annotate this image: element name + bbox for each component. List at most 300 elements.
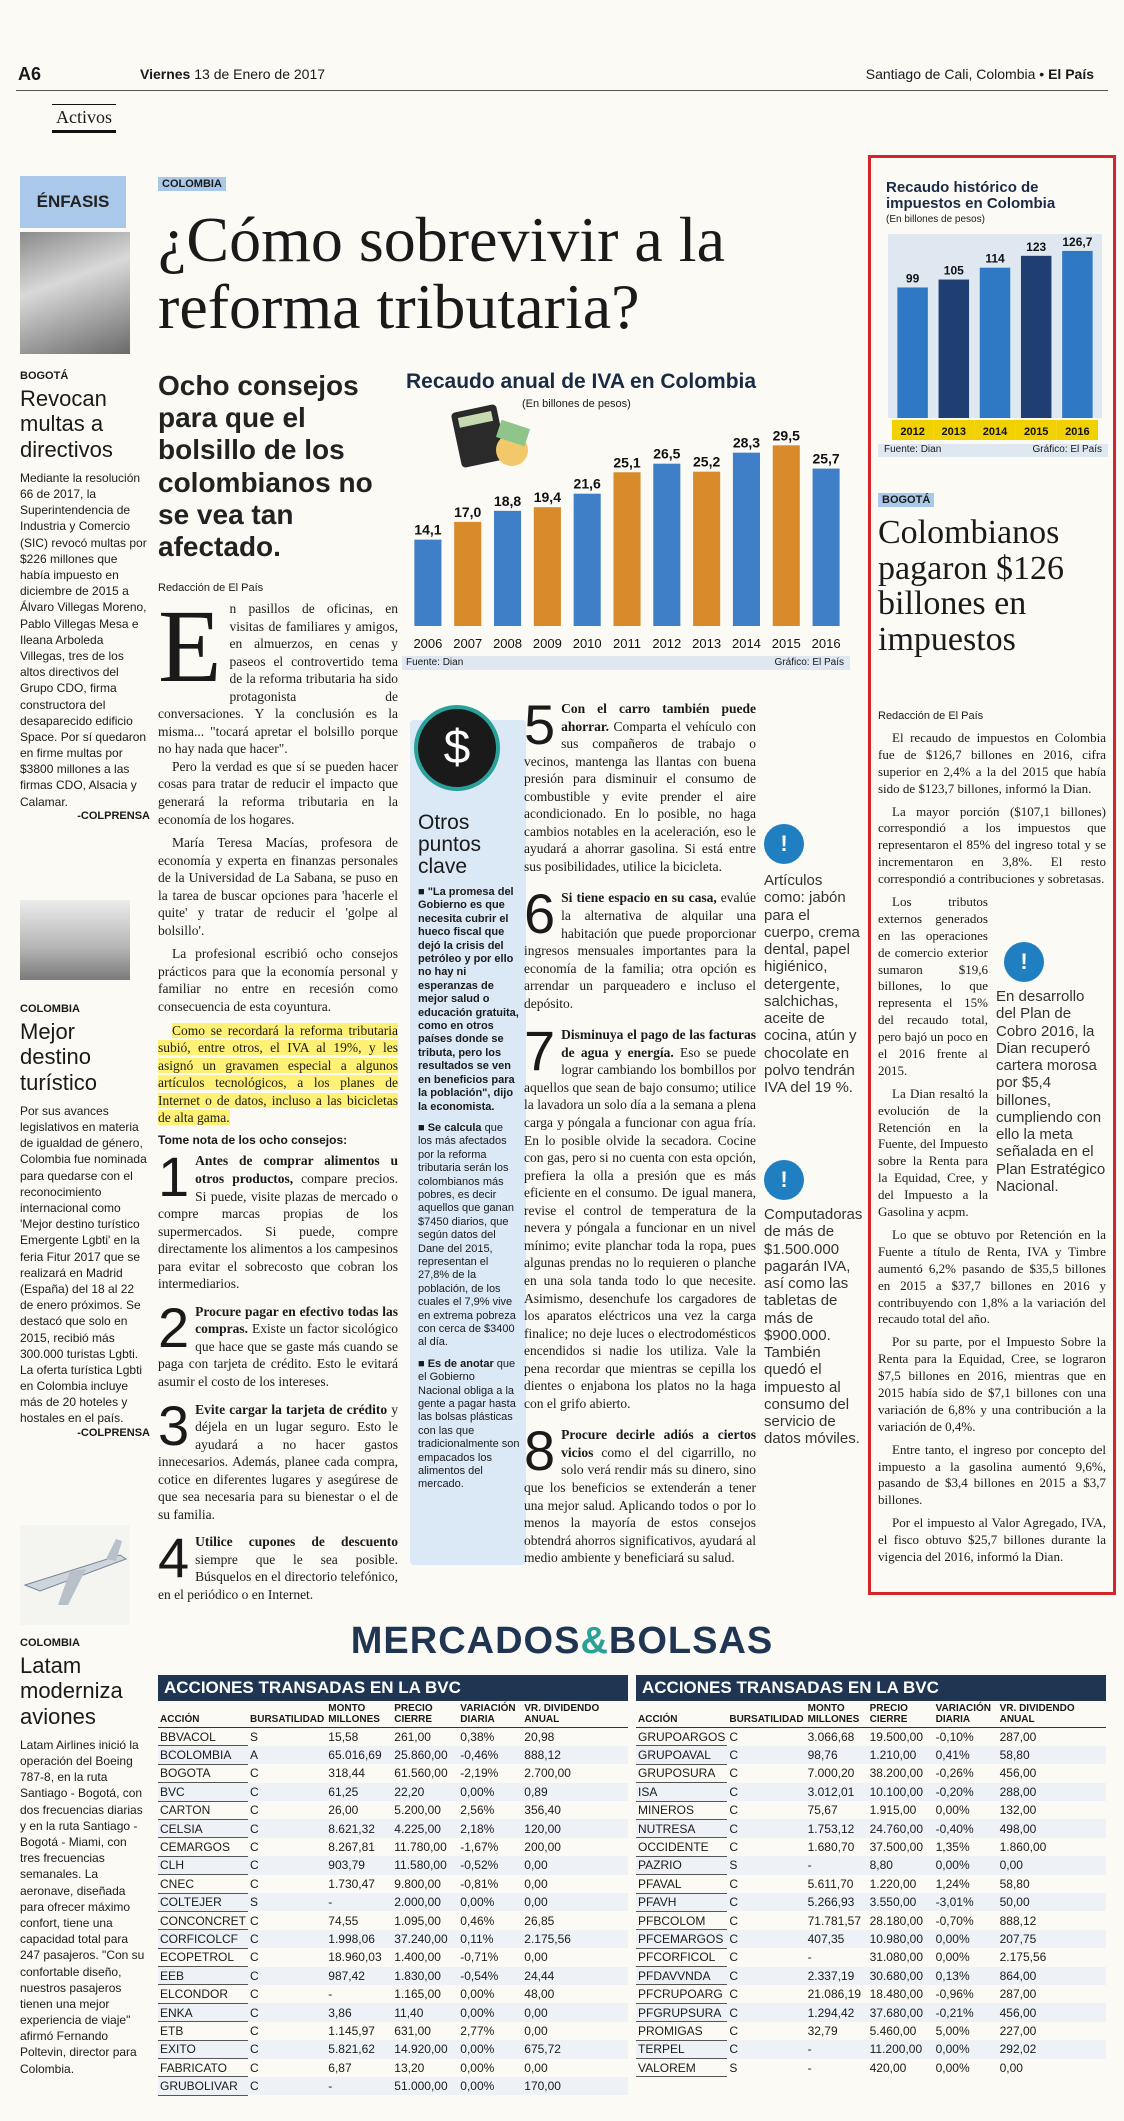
tip-text: como el del cigarrillo, no solo verá rendir más su dinero, sino que los beneficios se extenderán a tener una mejor salud. Aplicando todos o por lo menos la mayoría de estos consejos obtendrá ahorros significativos, ayudará al medio ambiente y beneficiará su salud. <box>524 1444 756 1566</box>
tip-1 <box>158 1145 399 1292</box>
table-cell: 10.100,00 <box>868 1783 934 1801</box>
table-cell: C <box>729 1913 739 1928</box>
table-cell: 0,00% <box>935 1803 970 1818</box>
table-cell: 5.200,00 <box>394 1803 441 1818</box>
keypoint-item: ■ Se calcula que los más afectados por la reforma tributaria serán los colombianos más pobres, es decir aquellos que ganan $7450 diarios, que según datos del Dane del 2015, representan el 27,8% de la población, de los cuales el 7,9% vive en extrema pobreza con cerca de $3400 al día. <box>418 1121 516 1349</box>
table-cell: C <box>727 1783 805 1801</box>
bubble-text: En desarrollo del Plan de Cobro 2016, la Dian recuperó cartera morosa por $5,4 billones, cumpliendo con ello la meta señalada en el Plan Estratégico Nacional. <box>996 988 1106 1195</box>
table-row <box>636 1875 1106 1893</box>
table-cell: ISA <box>636 1783 727 1801</box>
table-row <box>158 2077 628 2095</box>
col-header: VARIACIÓN DIARIA <box>458 1701 522 1728</box>
data-label-2013: 105 <box>943 263 964 278</box>
tip-number: 4 <box>158 1526 190 1590</box>
table-cell: 1.830,00 <box>392 1967 458 1985</box>
bar-2016 <box>813 469 840 626</box>
table-row <box>158 1893 628 1911</box>
table-cell: 2,18% <box>458 1819 522 1837</box>
bar-2015 <box>1021 256 1051 418</box>
header-date-text: 13 de Enero de 2017 <box>194 66 326 82</box>
table-cell: 207,75 <box>998 1930 1106 1948</box>
tip-8 <box>524 1419 756 1566</box>
table-cell: 22,20 <box>392 1783 458 1801</box>
data-label-2010: 21,6 <box>573 475 601 492</box>
table-cell: ECOPETROL <box>158 1948 248 1966</box>
bar-2009 <box>534 507 561 626</box>
table-cell: 0,11% <box>458 1930 522 1948</box>
table-row <box>158 1801 628 1819</box>
col-header: BURSATILIDAD <box>248 1701 326 1728</box>
table-cell: C <box>727 1930 805 1948</box>
tip-title: Procure pagar en efectivo todas las compras. <box>195 1303 398 1337</box>
table-row <box>636 2059 1106 2077</box>
table-cell: 8.267,81 <box>328 1840 375 1855</box>
table-cell: 21.086,19 <box>807 1987 862 2002</box>
bar-2011 <box>613 472 640 626</box>
table-row <box>158 2022 628 2040</box>
table-cell: - <box>328 1987 333 2002</box>
col-header: PRECIO CIERRE <box>868 1701 934 1728</box>
table-cell: PFCORFICOL <box>636 1948 727 1966</box>
header-date <box>140 66 325 82</box>
tick-label-2012: 2012 <box>900 426 925 438</box>
tick-label-2010: 2010 <box>572 636 602 651</box>
hist-chart-source: Fuente: Dian <box>884 444 942 455</box>
table-row <box>636 1985 1106 2003</box>
bar-2013 <box>693 472 720 626</box>
table-cell: 38.200,00 <box>869 1766 924 1781</box>
markets-title-b: BOLSAS <box>608 1620 774 1662</box>
table-row <box>158 1948 628 1966</box>
table-row <box>636 1911 1106 1929</box>
main-headline: ¿Cómo sobrevivir a la reforma tributaria? <box>158 204 725 343</box>
table-cell: 287,00 <box>999 1987 1037 2002</box>
keypoint-text: que los más afectados por la reforma tributaria serán los colombianos más pobres, es decir aquellos que ganan $7450 diarios, que según datos del Dane del 2015, representan el 27,8% de la población, de los cuales el 7,9% vive en extrema pobreza con cerca de $3400 al día. <box>418 1121 516 1349</box>
keypoint-item: ■ "La promesa del Gobierno es que necesita cubrir el hueco fiscal que dejó la crisis del petróleo y por ello no hay ni esperanzas de mejor salud o educación gratuita, como en otros países donde se tributa, pero los resultados se ven en beneficios para la población", dijo la economista. <box>418 886 519 1113</box>
table-cell: 26,85 <box>524 1913 555 1928</box>
sidebar-item-turismo <box>20 1003 150 1439</box>
table-cell: 61,25 <box>326 1783 392 1801</box>
table-cell: 11.200,00 <box>868 2040 934 2058</box>
table-cell: C <box>250 2060 259 2075</box>
tick-label-2013: 2013 <box>692 636 722 651</box>
table-cell: 1.145,97 <box>328 2023 375 2038</box>
table-cell: C <box>248 1819 326 1837</box>
table-cell: 3.012,01 <box>806 1783 868 1801</box>
table-cell: -0,21% <box>934 2003 998 2021</box>
table-cell: - <box>807 1950 812 1965</box>
table-cell: 227,00 <box>999 2023 1037 2038</box>
tick-label-2009: 2009 <box>532 636 562 651</box>
bubble-text: Artículos como: jabón para el cuerpo, crema dental, papel higiénico, detergente, salchichas, aceite de cocina, atún y chocolate en polvo tendrán IVA del 19 %. <box>764 872 860 1096</box>
tick-label-2007: 2007 <box>453 636 483 651</box>
table-cell: -0,96% <box>935 1987 974 2002</box>
main-paragraph: La profesional escribió ocho consejos prácticos para que la economía personal y familiar no entre en recesión como consecuencia de esta coyuntura. <box>158 946 398 1015</box>
table-row <box>636 1764 1106 1782</box>
table-cell: 0,00% <box>460 1987 495 2002</box>
table-row <box>158 1930 628 1948</box>
right-paragraph: Los tributos externos generados en las operaciones de comercio exterior sumaron $19,6 billones, lo que representa el 15% del recaudo total, pero bajó un poco en el 2016 frente al 2015. <box>878 894 988 1078</box>
table-row <box>636 1801 1106 1819</box>
page-number: A6 <box>18 64 42 84</box>
table-row <box>158 1856 628 1874</box>
table-row <box>158 1985 628 2003</box>
table-cell: 0,00% <box>935 1950 970 1965</box>
table-cell: 0,00% <box>934 2040 998 2058</box>
table-row <box>158 1838 628 1856</box>
right-paragraph: La mayor porción ($107,1 billones) correspondió a los impuestos que representaron el 85% del ingreso total y se incrementaron en 3,8%. El resto correspondió a contribuciones y sobretasas. <box>878 803 1106 887</box>
right-paragraph: Por su parte, por el Impuesto Sobre la Renta para la Equidad, Cree, se lograron $7,5 billones en 2016, mientras que en 2015 había sido de $7,1 billones con una variación de 6,8% y una contribución a la variación de 0,4%. <box>878 1334 1106 1434</box>
table-cell: 1,24% <box>935 1876 970 1891</box>
table-cell: 0,00% <box>458 2003 522 2021</box>
table-cell: 58,80 <box>999 1876 1030 1891</box>
table-cell: 1.730,47 <box>328 1876 375 1891</box>
tick-label-2015: 2015 <box>771 636 801 651</box>
table-cell: 11,40 <box>392 2003 458 2021</box>
tick-label-2012: 2012 <box>652 636 682 651</box>
table-cell: C <box>248 2003 326 2021</box>
table-cell: 15,58 <box>328 1729 359 1744</box>
table-cell: ELCONDOR <box>158 1985 248 2003</box>
table-cell: 1.165,00 <box>394 1987 441 2002</box>
hist-chart-title: Recaudo histórico de impuestos en Colombia <box>886 179 1056 212</box>
table-cell: C <box>248 1783 326 1801</box>
table-cell: 75,67 <box>807 1803 838 1818</box>
sidebar-item-latam <box>20 1637 150 2077</box>
table-cell: EXITO <box>158 2040 248 2058</box>
table-cell: 1.680,70 <box>807 1840 855 1855</box>
hist-chart <box>878 180 1108 460</box>
tip-5 <box>524 693 756 875</box>
tick-label-2014: 2014 <box>982 426 1008 438</box>
bar-2008 <box>494 511 521 626</box>
enfasis-tag: ÉNFASIS <box>20 176 126 228</box>
main-subheadline: Ocho consejos para que el bolsillo de los colombianos no se vea tan afectado. <box>158 370 373 562</box>
col-header: BURSATILIDAD <box>727 1701 805 1728</box>
tip-number: 2 <box>158 1295 190 1359</box>
keypoint-lead: Se calcula <box>427 1121 482 1134</box>
stocks-table <box>636 1701 1106 2077</box>
markets-title-amp: & <box>580 1620 609 1662</box>
table-cell: 25.860,00 <box>392 1746 458 1764</box>
sidebar-tag: COLOMBIA <box>20 1637 80 1649</box>
table-cell: PFDAVVNDA <box>636 1967 727 1985</box>
table-cell: - <box>326 1893 392 1911</box>
table-row <box>636 1728 1106 1746</box>
table-cell: C <box>729 1766 739 1781</box>
table-header-row <box>636 1701 1106 1728</box>
table-cell: CARTON <box>158 1801 248 1819</box>
table-row <box>636 2040 1106 2058</box>
iva-chart-source: Fuente: Dian <box>406 657 464 668</box>
bar-2012 <box>653 464 680 626</box>
col-header: VR. DIVIDENDO ANUAL <box>998 1701 1106 1728</box>
col-header: ACCIÓN <box>158 1701 248 1728</box>
main-tag: COLOMBIA <box>158 177 226 191</box>
table-cell: C <box>250 1840 259 1855</box>
table-cell: -0,10% <box>935 1729 974 1744</box>
table-cell: C <box>727 1967 805 1985</box>
tick-label-2011: 2011 <box>613 636 641 651</box>
table-cell: -0,20% <box>934 1783 998 1801</box>
table-cell: C <box>729 1876 739 1891</box>
table-cell: 0,00% <box>935 2060 970 2075</box>
tip-text: Comparta el vehículo con sus compañeros de trabajo o vecinos, mantenga las llantas con buena presión para disminuir el consumo de combustible y evite prender el aire acondicionado. En lo posible, no haga cambios notables en la aceleración, eso le ayudará a ahorrar gasolina. Si está entre sus posibilidades, utilice la bicicleta. <box>524 718 756 874</box>
table-cell: CORFICOLCF <box>158 1930 248 1948</box>
table-cell: VALOREM <box>636 2059 727 2077</box>
table-cell: C <box>250 1987 259 2002</box>
table-cell: -0,52% <box>458 1856 522 1874</box>
table-cell: 24.760,00 <box>868 1819 934 1837</box>
tips-intro: Tome nota de los ocho consejos: <box>158 1132 348 1147</box>
main-intro <box>158 589 398 758</box>
table-cell: OCCIDENTE <box>636 1838 727 1856</box>
hist-chart-footer <box>878 444 1108 457</box>
table-row <box>636 1819 1106 1837</box>
table-cell: 2,56% <box>460 1803 495 1818</box>
table-cell: 288,00 <box>998 1783 1106 1801</box>
table-cell: 120,00 <box>522 1819 628 1837</box>
table-cell: FABRICATO <box>158 2059 248 2077</box>
table-cell: GRUPOARGOS <box>636 1728 727 1746</box>
table-cell: -0,70% <box>935 1913 974 1928</box>
table-cell: 48,00 <box>524 1987 555 2002</box>
tip-3 <box>158 1393 398 1524</box>
table-cell: 170,00 <box>522 2077 628 2095</box>
iva-chart-footer <box>402 656 850 670</box>
table-cell: 0,00% <box>458 1893 522 1911</box>
table-row <box>636 1893 1106 1911</box>
table-row <box>158 1819 628 1837</box>
hist-chart-subtitle: (En billones de pesos) <box>886 214 985 225</box>
sidebar-title: Mejor destino turístico <box>20 1019 98 1095</box>
table-cell: 51.000,00 <box>392 2077 458 2095</box>
table-cell: 888,12 <box>999 1913 1037 1928</box>
bar-2013 <box>939 280 969 418</box>
tick-label-2008: 2008 <box>493 636 523 651</box>
header-rule <box>16 90 1108 91</box>
tip-4 <box>158 1526 398 1603</box>
table-cell: 0,13% <box>934 1967 998 1985</box>
table-cell: 456,00 <box>999 1766 1037 1781</box>
sidebar-credit: -COLPRENSA <box>77 809 150 822</box>
tip-number: 1 <box>158 1145 190 1209</box>
table-cell: PFBCOLOM <box>636 1911 727 1929</box>
table-cell: 5.460,00 <box>869 2023 917 2038</box>
bar-2016 <box>1062 251 1092 418</box>
table-cell: 0,00 <box>524 2023 548 2038</box>
main-paragraph: n pasillos de oficinas, en visitas de familiares y amigos, en almuerzos, en cenas y paseos el controvertido tema de la reforma tributaria ha sido protagonista de conversaciones. Y la conclusión es la misma... "tocará apretar el bolsillo porque no hay nada que hacer". <box>158 601 398 757</box>
table-cell: C <box>729 1950 739 1965</box>
table-cell: CONCONCRET <box>158 1911 248 1929</box>
table-cell: 0,00 <box>998 1856 1106 1874</box>
table-cell: C <box>729 1840 739 1855</box>
table-cell: 8,80 <box>868 1856 934 1874</box>
right-tag: BOGOTÁ <box>878 493 934 507</box>
table-cell: 2.175,56 <box>999 1950 1047 1965</box>
table-cell: 71.781,57 <box>807 1913 862 1928</box>
iva-chart <box>402 370 850 670</box>
header-paper: El País <box>1048 66 1094 82</box>
table-cell: 0,00 <box>524 1876 548 1891</box>
tips-column <box>524 693 757 1567</box>
tip-number: 5 <box>524 693 556 756</box>
table-cell: 498,00 <box>998 1819 1106 1837</box>
table-cell: 26,00 <box>328 1803 359 1818</box>
table-cell: 1.915,00 <box>869 1803 917 1818</box>
table-cell: 0,00% <box>458 1783 522 1801</box>
tip-text: evalúe la alternativa de alquilar una habitación que puede proporcionar ingresos mensuales importantes para la economía de la familia; otra opción es arrendar un parqueadero e incluso el depósito. <box>524 890 756 1011</box>
table-cell: 0,38% <box>460 1729 495 1744</box>
table-row <box>158 2059 628 2077</box>
table-row <box>158 1911 628 1929</box>
table-cell: 0,00 <box>522 1893 628 1911</box>
table-cell: 0,89 <box>522 1783 628 1801</box>
table-cell: 32,79 <box>807 2023 838 2038</box>
data-label-2007: 17,0 <box>454 503 482 520</box>
alert-icon: ! <box>764 824 804 864</box>
data-label-2006: 14,1 <box>414 521 442 538</box>
table-cell: 132,00 <box>999 1803 1037 1818</box>
bar-2007 <box>454 522 481 626</box>
data-label-2011: 25,1 <box>613 454 641 471</box>
table-cell: PFAVAL <box>636 1875 727 1893</box>
table-cell: 0,00% <box>934 1856 998 1874</box>
table-cell: 2.175,56 <box>522 1930 628 1948</box>
table-cell: - <box>806 1856 868 1874</box>
tip-title: Con el carro también puede ahorrar. <box>561 701 756 734</box>
bar-2015 <box>773 445 800 626</box>
keypoints-title: Otros puntos clave <box>418 811 482 879</box>
right-paragraph: La Dian resaltó la evolución de la Retención en la Fuente, del Impuesto sobre la Renta para la Equidad, Cree, y del Impuesto a la Gasolina y acpm. <box>878 1085 988 1220</box>
iva-chart-subtitle: (En billones de pesos) <box>522 398 631 410</box>
tip-title: Utilice cupones de descuento <box>195 1534 398 1550</box>
table-cell: C <box>250 1950 259 1965</box>
section-tag: Activos <box>52 104 116 133</box>
main-dropcap: E <box>158 589 222 704</box>
keypoint-text: que el Gobierno Nacional obliga a la gente a pagar hasta las bolsas plásticas con las que tradicionalmente son empacados los alimentos del mercado. <box>418 1357 520 1491</box>
table-cell: TERPEL <box>636 2040 727 2058</box>
table-cell: -1,67% <box>460 1840 499 1855</box>
tick-label-2016: 2016 <box>1065 426 1090 438</box>
bar-2014 <box>733 453 760 626</box>
col-header: VR. DIVIDENDO ANUAL <box>522 1701 628 1728</box>
table-cell: 1,35% <box>935 1840 970 1855</box>
building-photo <box>20 232 130 354</box>
plane-photo <box>20 1525 130 1625</box>
table-cell: CNEC <box>158 1875 248 1893</box>
tip-text: siempre que le sea posible. Búsquelos en el directorio telefónico, en el periódico o en Internet. <box>158 1551 398 1603</box>
table-cell: C <box>729 1987 739 2002</box>
table-cell: CLH <box>158 1856 248 1874</box>
tip-number: 6 <box>524 882 556 946</box>
table-cell: C <box>250 1913 259 1928</box>
table-cell: 4.225,00 <box>392 1819 458 1837</box>
table-cell: 0,41% <box>934 1746 998 1764</box>
table-cell: 631,00 <box>394 2023 431 2038</box>
table-cell: 456,00 <box>998 2003 1106 2021</box>
table-cell: 18.960,03 <box>328 1950 382 1965</box>
table-cell: -0,81% <box>460 1876 499 1891</box>
table-cell: -3,01% <box>934 1893 998 1911</box>
table-cell: BCOLOMBIA <box>158 1746 248 1764</box>
tip-number: 3 <box>158 1393 190 1457</box>
keypoint-lead: Es de anotar <box>427 1357 494 1370</box>
table-cell: 5.611,70 <box>807 1876 854 1891</box>
header-city: Santiago de Cali, Colombia • <box>865 66 1045 82</box>
table-cell: 74,55 <box>328 1913 359 1928</box>
table-cell: 0,00 <box>522 1856 628 1874</box>
table-row <box>636 1948 1106 1966</box>
table-cell: BVC <box>158 1783 248 1801</box>
table-cell: -0,46% <box>458 1746 522 1764</box>
table-cell: 1.753,12 <box>806 1819 868 1837</box>
tip-title: Si tiene espacio en su casa, <box>561 890 717 906</box>
table-cell: 11.780,00 <box>394 1840 447 1855</box>
table-cell: 6,87 <box>328 2060 352 2075</box>
tip-text: compare precios. Si puede, visite plazas de mercado o compre marcas propias de los supermercados. Si puede, compre directamente los alimentos a los campesinos para evitar el sobrecosto que cobran los intermediarios. <box>158 1171 399 1292</box>
table-cell: 14.920,00 <box>392 2040 458 2058</box>
table-row <box>158 1746 628 1764</box>
table-cell: 888,12 <box>522 1746 628 1764</box>
data-label-2008: 18,8 <box>493 492 522 509</box>
tick-label-2015: 2015 <box>1023 426 1049 438</box>
table-row <box>636 2003 1106 2021</box>
data-label-2009: 19,4 <box>533 489 561 506</box>
table-row <box>158 2003 628 2021</box>
markets-title <box>0 1620 1124 1663</box>
stocks-table-title: ACCIONES TRANSADAS EN LA BVC <box>636 1675 1106 1701</box>
table-cell: 1.400,00 <box>394 1950 441 1965</box>
table-cell: -0,40% <box>934 1819 998 1837</box>
table-cell: 8.621,32 <box>326 1819 392 1837</box>
table-cell: C <box>727 2003 805 2021</box>
table-cell: 292,02 <box>998 2040 1106 2058</box>
tick-label-2016: 2016 <box>811 636 841 651</box>
table-cell: C <box>248 1967 326 1985</box>
table-cell: C <box>727 1746 805 1764</box>
table-cell: 7.000,20 <box>807 1766 855 1781</box>
table-cell: 18.480,00 <box>869 1987 924 2002</box>
hist-chart-credit: Gráfico: El País <box>1032 444 1102 455</box>
table-row <box>158 1783 628 1801</box>
table-cell: C <box>248 2040 326 2058</box>
tip-text: Existe un factor sicológico que hace que se gaste más cuando se paga con tarjeta de crédito. Esto le evitará asumir el costo de los intereses. <box>158 1321 398 1390</box>
bar-2010 <box>574 494 601 626</box>
tip-text: y déjela en un lugar seguro. Esto le ayudará a no hacer gastos innecesarios. Además, planee cada compra, cotice en diferentes lugares y asegúrese de que sea necesaria para su bienestar o el de su familia. <box>158 1401 398 1522</box>
right-paragraph: Entre tanto, el ingreso por concepto del impuesto a la gasolina aumentó 9,6%, pasando de $3,4 billones en 2015 a $3,7 billones. <box>878 1441 1106 1508</box>
tip-number: 8 <box>524 1419 556 1483</box>
table-row <box>158 1764 628 1782</box>
airport-photo <box>20 900 130 980</box>
table-cell: - <box>326 2077 392 2095</box>
table-cell: 0,00% <box>460 2060 495 2075</box>
table-cell: 5.821,62 <box>326 2040 392 2058</box>
table-cell: S <box>727 1856 805 1874</box>
table-cell: 261,00 <box>394 1729 431 1744</box>
hist-chart-plot <box>878 180 1108 460</box>
table-cell: MINEROS <box>636 1801 727 1819</box>
table-cell: 3,86 <box>326 2003 392 2021</box>
sidebar-body: Por sus avances legislativos en materia de igualdad de género, Colombia fue nominada para quedarse con el reconocimiento internacional como 'Mejor destino turístico Emergente Lgbti' en la feria Fitur 2017 que se realizará en Madrid (España) del 18 al 22 de enero próximos. Se destacó que solo en 2015, recibió más 300.000 turistas Lgbti. La oferta turística Lgbti en Colombia incluye más de 20 hoteles y hostales en el país. <box>20 1103 147 1426</box>
table-cell: 19.500,00 <box>869 1729 924 1744</box>
sidebar-body: Latam Airlines inició la operación del Boeing 787-8, en la ruta Santiago - Bogotá, con dos frecuencias diarias y en la ruta Santiago - Bogotá - Miami, con tres frecuencias semanales. La aeronave, diseñada para ofrecer máximo confort, tiene una capacidad total para 247 pasajeros. "Con su confortable diseño, nuestros pasajeros tienen una mejor experiencia de viaje" afirmó Fernando Poltevin, director para Colombia. <box>20 1737 145 2076</box>
sidebar-tag: BOGOTÁ <box>20 370 69 382</box>
table-cell: 61.560,00 <box>394 1766 448 1781</box>
table-cell: 2.000,00 <box>392 1893 458 1911</box>
table-cell: C <box>250 1803 259 1818</box>
col-header: MONTO MILLONES <box>326 1701 392 1728</box>
